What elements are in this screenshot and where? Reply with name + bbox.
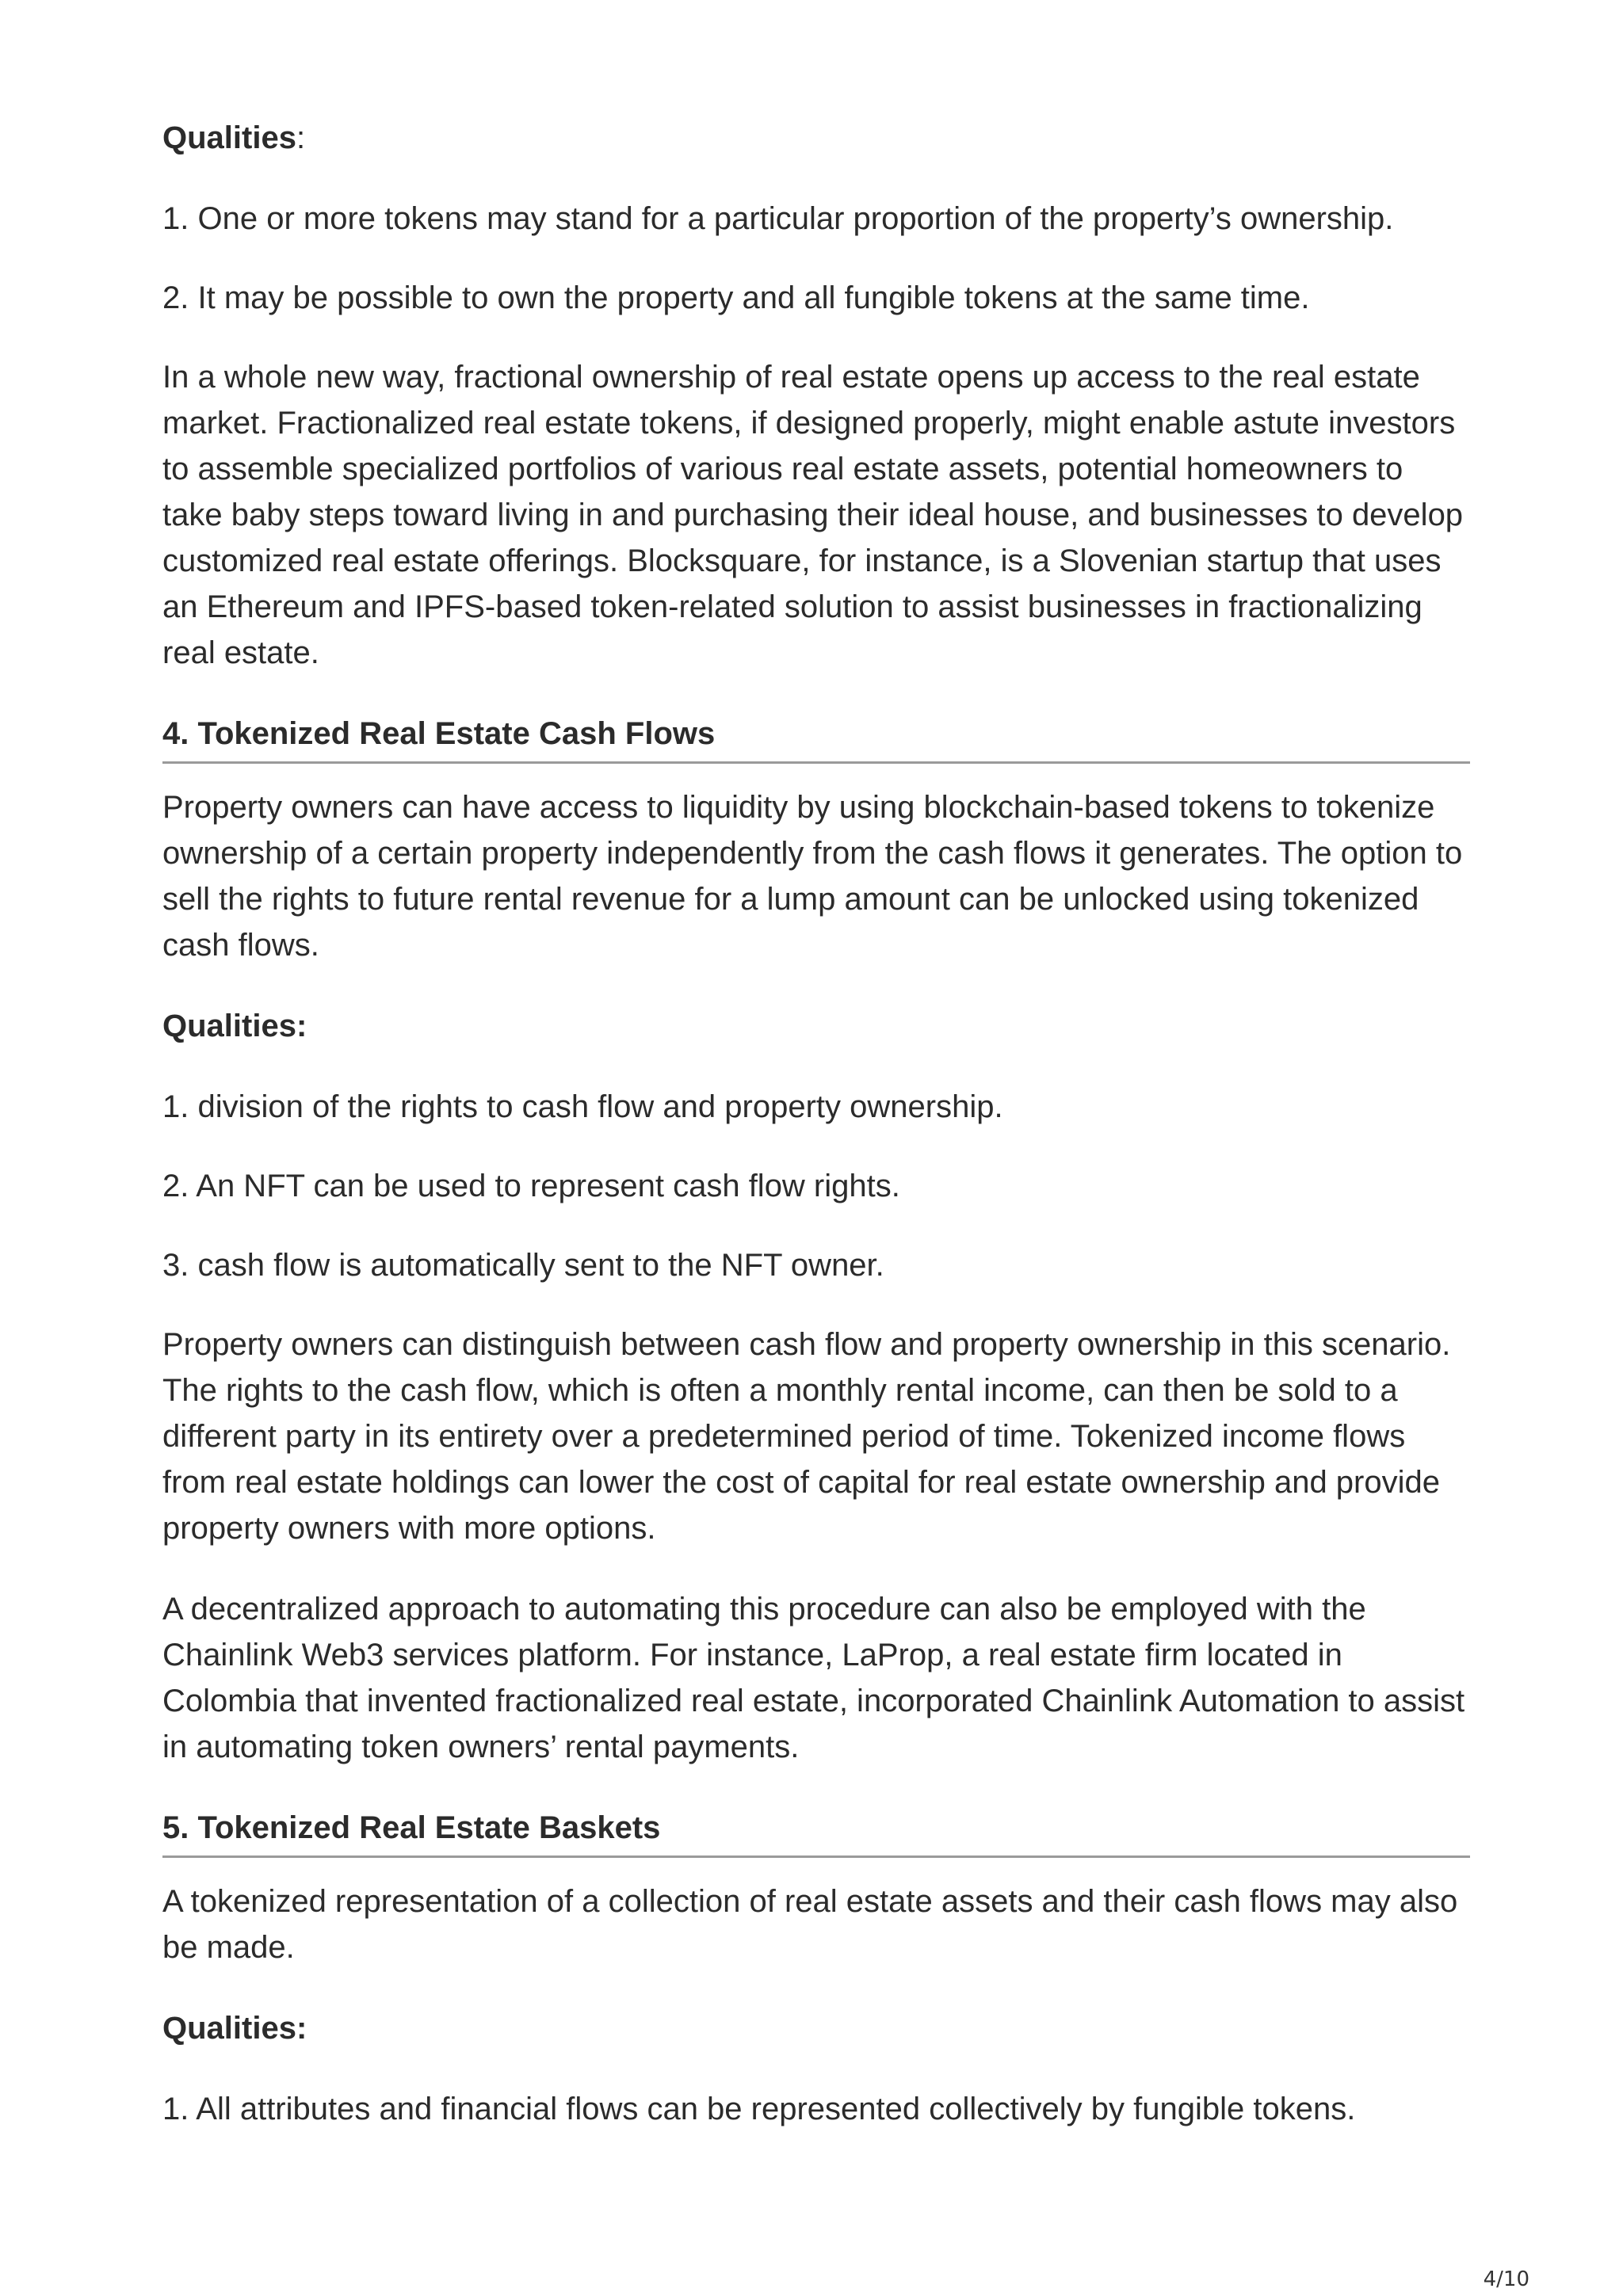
qualities-label: Qualities:: [162, 2011, 307, 2046]
paragraph: Property owners can distinguish between cash flow and property ownership in this scenario. The rights to the cash flow, which is often a monthly rental income, can then be sold to a different party in its entirety over a predetermined period of time. Tokenized income flows from real estate holdings can lower the cost of capital for real estate ownership and provide property owners with more options.: [162, 1327, 1451, 1546]
qualities-label: Qualities:: [162, 1009, 307, 1043]
document-page: [162, 115, 1470, 2165]
page-number: 4/10: [1483, 2267, 1529, 2291]
paragraph: A decentralized approach to automating this procedure can also be employed with the Chainlink Web3 services platform. For instance, LaProp, a real estate firm located in Colombia that invented fractionalized real estate, incorporated Chainlink Automation to assist in automating token owners’ rental payments.: [162, 1592, 1465, 1764]
qualities-label: Qualities:: [162, 120, 306, 155]
section-heading: 4. Tokenized Real Estate Cash Flows: [162, 711, 1470, 764]
list-item: 1. One or more tokens may stand for a particular proportion of the property’s ownership.: [162, 201, 1394, 236]
list-item: 2. An NFT can be used to represent cash flow rights.: [162, 1169, 900, 1203]
list-item: 2. It may be possible to own the property and all fungible tokens at the same time.: [162, 280, 1310, 315]
paragraph: A tokenized representation of a collection of real estate assets and their cash flows may also be made.: [162, 1884, 1458, 1965]
paragraph: In a whole new way, fractional ownership of real estate opens up access to the real estate market. Fractionalized real estate tokens, if designed properly, might enable astute investors to assemble specialized portfolios of various real estate assets, potential homeowners to take baby steps toward living in and purchasing their ideal house, and businesses to develop customized real estate offerings. Blocksquare, for instance, is a Slovenian startup that uses an Ethereum and IPFS-based token-related solution to assist businesses in fractionalizing real estate.: [162, 360, 1464, 670]
list-item: 1. division of the rights to cash flow and property ownership.: [162, 1089, 1003, 1124]
section-heading: 5. Tokenized Real Estate Baskets: [162, 1805, 1470, 1858]
list-item: 1. All attributes and financial flows can be represented collectively by fungible tokens.: [162, 2092, 1356, 2126]
paragraph: Property owners can have access to liquidity by using blockchain-based tokens to tokenize ownership of a certain property independently from the cash flows it generates. The option to sell the rights to future rental revenue for a lump amount can be unlocked using tokenized cash flows.: [162, 790, 1463, 963]
list-item: 3. cash flow is automatically sent to the NFT owner.: [162, 1248, 884, 1283]
